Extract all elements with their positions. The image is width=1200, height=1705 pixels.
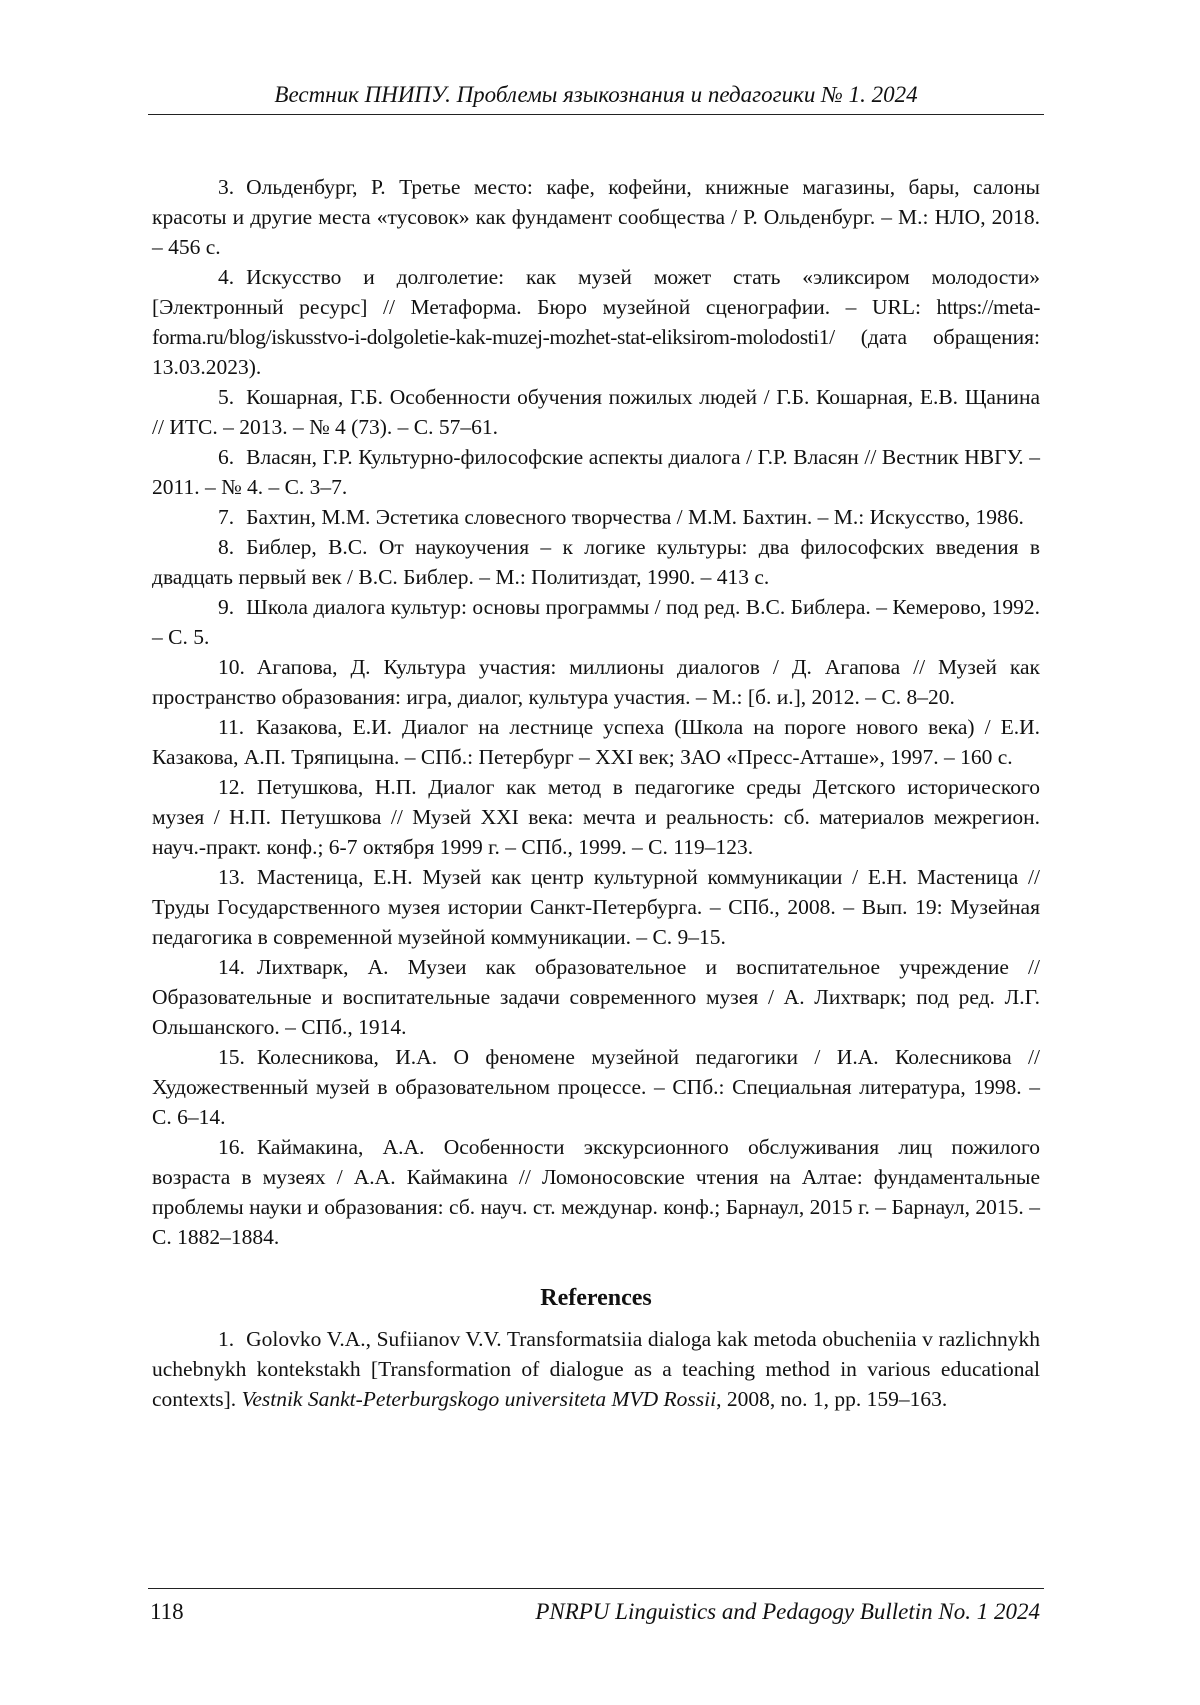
bibliography-entry [152,952,1040,1042]
bibliography-entry [152,652,1040,712]
entry-text: Искусство и долголетие: как музей может стать «эликсиром молодости» [Электронный ресурс] // Метаформа. Бюро музейной сценографии. – URL: [152,265,1040,319]
bibliography-entry [152,382,1040,442]
entry-text: Мастеница, Е.Н. Музей как центр культурной коммуникации / Е.Н. Мастеница // Труды Государственного музея истории Санкт-Петербурга. – СПб., 2008. – Вып. 19: Музейная педагогика в современной музейной коммуникации. – С. 9–15. [152,865,1040,949]
entry-text: Лихтварк, А. Музеи как образовательное и воспитательное учреждение // Образовательные и воспитательные задачи современного музея / А. Лихтварк; под ред. Л.Г. Ольшанского. – СПб., 1914. [152,955,1040,1039]
bibliography-entry [152,862,1040,952]
entry-number: 14. [218,955,245,979]
running-head: Вестник ПНИПУ. Проблемы языкознания и педагогики № 1. 2024 [274,82,918,107]
references-heading: References [540,1285,652,1311]
entry-number: 8. [218,535,235,559]
entry-text: Казакова, Е.И. Диалог на лестнице успеха (Школа на пороге нового века) / Е.И. Казакова, А.П. Тряпицына. – СПб.: Петербург – XXI век; ЗАО «Пресс-Атташе», 1997. – 160 с. [152,715,1040,769]
entry-text: Golovko V.A., Sufiianov V.V. Transformatsiia dialoga kak metoda obucheniia v razlichnykh uchebnykh kontekstakh [Transformation of dialogue as a teaching method in various educational contexts]. [152,1327,1040,1411]
entry-number: 3. [218,175,235,199]
bibliography-list [152,172,1040,1252]
entry-text: Петушкова, Н.П. Диалог как метод в педагогике среды Детского исторического музея / Н.П. Петушкова // Музей XXI века: мечта и реальность: сб. материалов межрегион. науч.-практ. конф.; 6-7 октября 1999 г. – СПб., 1999. – С. 119–123. [152,775,1040,859]
running-foot: PNRPU Linguistics and Pedagogy Bulletin No. 1 2024 [535,1599,1040,1624]
entry-text: Агапова, Д. Культура участия: миллионы диалогов / Д. Агапова // Музей как пространство образования: игра, диалог, культура участия. – М.: [б. и.], 2012. – С. 8–20. [152,655,1040,709]
entry-text: Школа диалога культур: основы программы / под ред. В.С. Библера. – Кемерово, 1992. – С. 5. [152,595,1040,649]
entry-number: 6. [218,445,235,469]
entry-text: Каймакина, А.А. Особенности экскурсионного обслуживания лиц пожилого возраста в музеях / А.А. Каймакина // Ломоносовские чтения на Алтае: фундаментальные проблемы науки и образования: сб. науч. ст. междунар. конф.; Барнаул, 2015 г. – Барнаул, 2015. – С. 1882–1884. [152,1135,1040,1249]
header-rule [148,114,1044,115]
entry-number: 7. [218,505,235,529]
footer-rule [148,1588,1044,1589]
bibliography-entry [152,1132,1040,1252]
entry-text: Ольденбург, Р. Третье место: кафе, кофейни, книжные магазины, бары, салоны красоты и другие места «тусовок» как фундамент сообщества / Р. Ольденбург. – М.: НЛО, 2018. – 456 с. [152,175,1040,259]
entry-number: 11. [218,715,245,739]
bibliography-entry [152,1042,1040,1132]
bibliography-entry [152,532,1040,592]
entry-number: 4. [218,265,235,289]
entry-journal: Vestnik Sankt-Peterburgskogo universiteta MVD Rossii [241,1387,717,1411]
bibliography-entry [152,442,1040,502]
entry-text: Колесникова, И.А. О феномене музейной педагогики / И.А. Колесникова // Художественный музей в образовательном процессе. – СПб.: Специальная литература, 1998. – С. 6–14. [152,1045,1040,1129]
entry-text: Власян, Г.Р. Культурно-философские аспекты диалога / Г.Р. Власян // Вестник НВГУ. – 2011. – № 4. – С. 3–7. [152,445,1040,499]
entry-number: 15. [218,1045,245,1069]
entry-text: Библер, В.С. От наукоучения – к логике культуры: два философских введения в двадцать первый век / В.С. Библер. – М.: Политиздат, 1990. – 413 с. [152,535,1040,589]
entry-number: 5. [218,385,235,409]
bibliography-entry [152,172,1040,262]
entry-number: 1. [218,1327,235,1351]
bibliography-entry [152,772,1040,862]
entry-number: 13. [218,865,245,889]
entry-text: Бахтин, М.М. Эстетика словесного творчества / М.М. Бахтин. – М.: Искусство, 1986. [246,505,1024,529]
entry-access-date: (дата обращения: 13.03.2023). [152,325,1040,379]
references-list [152,1324,1040,1414]
bibliography-entry [152,592,1040,652]
entry-number: 12. [218,775,245,799]
page-number: 118 [150,1599,184,1624]
reference-entry [152,1324,1040,1414]
entry-details: , 2008, no. 1, pp. 159–163. [716,1387,948,1411]
entry-url[interactable]: https://meta-forma.ru/blog/iskusstvo-i-dolgoletie-kak-muzej-mozhet-stat-eliksirom-molodosti1/ [152,295,1040,349]
bibliography-entry [152,712,1040,772]
entry-text: Кошарная, Г.Б. Особенности обучения пожилых людей / Г.Б. Кошарная, Е.В. Щанина // ИТС. – 2013. – № 4 (73). – С. 57–61. [152,385,1040,439]
entry-number: 16. [218,1135,245,1159]
page-body [152,172,1040,1414]
bibliography-entry [152,502,1040,532]
bibliography-entry [152,262,1040,382]
entry-number: 9. [218,595,235,619]
entry-number: 10. [218,655,245,679]
